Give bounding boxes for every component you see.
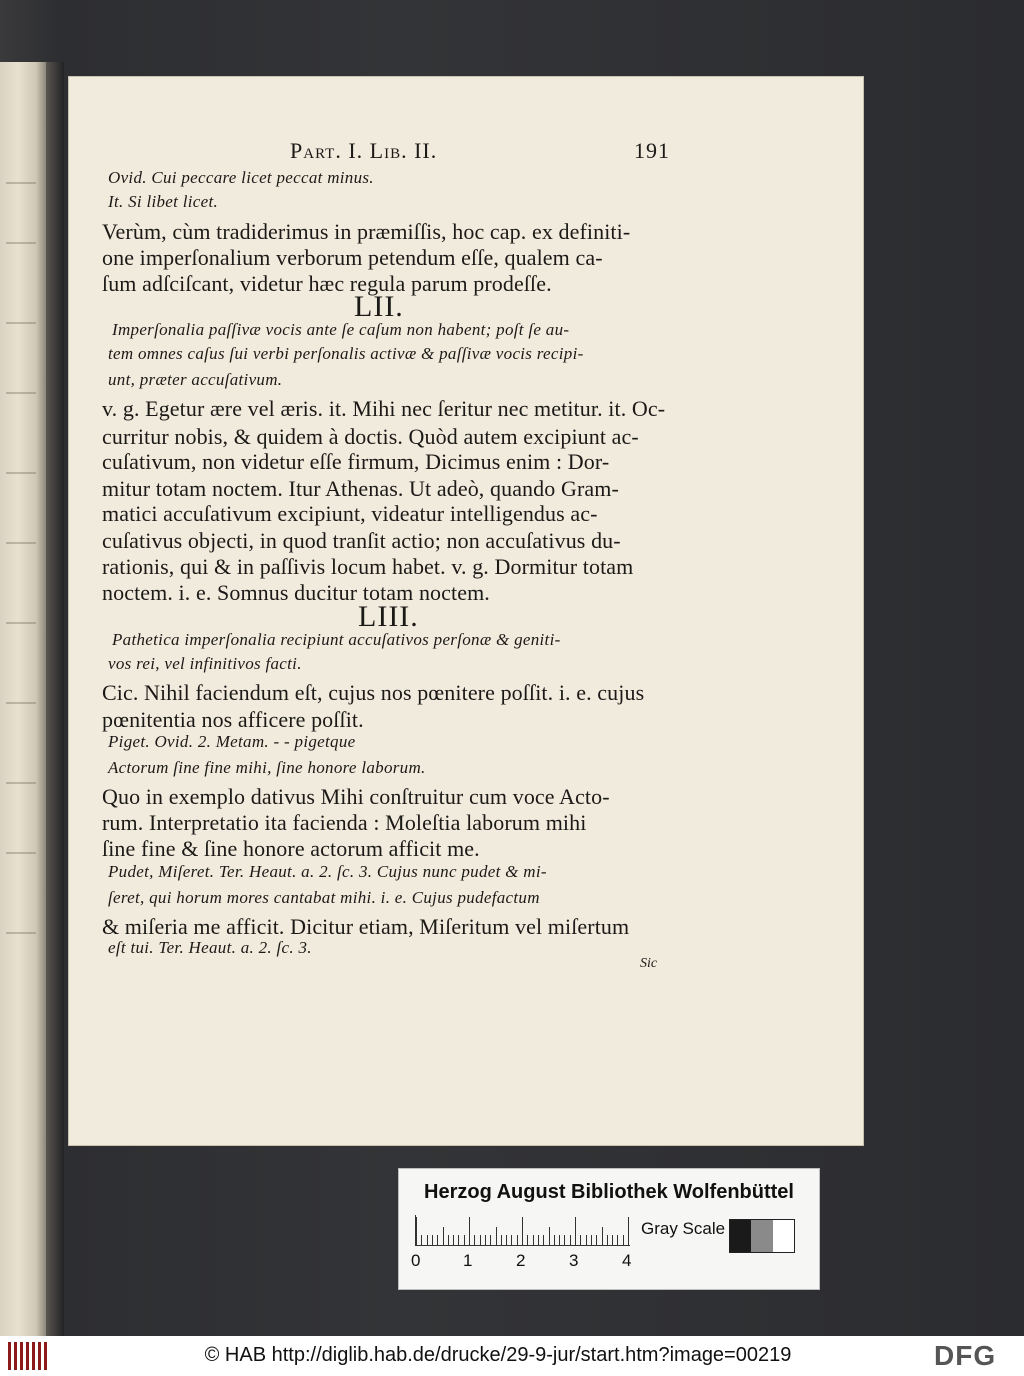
text-line: It. Si libet licet.	[108, 192, 219, 211]
ruler-tick	[586, 1235, 587, 1245]
text-line: Actorum ſine fine mihi, ſine honore laborum.	[108, 758, 426, 777]
ruler-tick	[501, 1235, 502, 1245]
page-number: 191	[634, 138, 670, 163]
text-line: ſeret, qui horum mores cantabat mihi. i. e. Cujus pudefactum	[108, 888, 540, 907]
text-line: Ovid. Cui peccare licet peccat minus.	[108, 168, 374, 187]
text-line: Verùm, cùm tradiderimus in præmiſſis, hoc cap. ex definiti-	[102, 219, 631, 244]
text-line: ſine fine & ſine honore actorum afficit me.	[102, 836, 480, 861]
text-line: matici accuſativum excipiunt, videatur intelligendus ac-	[102, 501, 598, 526]
text-line: v. g. Egetur ære vel æris. it. Mihi nec ſeritur nec metitur. it. Oc-	[102, 396, 666, 421]
text-line: cuſativus objecti, in quod tranſit actio; non accuſativus du-	[102, 528, 621, 553]
text-line: pœnitentia nos afficere poſſit.	[102, 707, 364, 732]
ruler-tick	[458, 1235, 459, 1245]
ruler-tick	[437, 1235, 438, 1245]
ruler-tick	[628, 1217, 629, 1245]
scale-ruler	[415, 1215, 630, 1246]
dfg-logo: DFG	[934, 1340, 997, 1371]
footer-bar	[0, 1336, 1024, 1376]
ruler-tick	[612, 1235, 613, 1245]
ruler-tick	[432, 1235, 433, 1245]
text-line: noctem. i. e. Somnus ducitur totam noctem.	[102, 580, 490, 605]
ruler-tick	[469, 1217, 470, 1245]
ruler-number: 2	[516, 1251, 526, 1270]
ruler-number: 3	[569, 1251, 579, 1270]
text-line: Imperſonalia paſſivæ vocis ante ſe caſum non habent; poſt ſe au-	[112, 320, 570, 339]
text-line: vos rei, vel infinitivos facti.	[108, 654, 302, 673]
ruler-tick	[575, 1217, 576, 1245]
text-line: mitur totam noctem. Itur Athenas. Ut adeò, quando Gram-	[102, 476, 619, 501]
ruler-tick	[453, 1235, 454, 1245]
facing-page-edge	[0, 62, 46, 1336]
text-line: Pathetica imperſonalia recipiunt accuſativos perſonæ & geniti-	[112, 630, 561, 649]
ruler-number: 4	[622, 1251, 632, 1270]
ruler-tick	[617, 1235, 618, 1245]
ruler-tick	[464, 1235, 465, 1245]
ruler-tick	[496, 1227, 497, 1245]
ruler-tick	[538, 1235, 539, 1245]
hab-logo-icon	[8, 1342, 48, 1370]
ruler-tick	[580, 1235, 581, 1245]
text-line: one imperſonalium verborum petendum eſſe, qualem ca-	[102, 245, 603, 270]
book-page	[68, 76, 864, 1146]
color-calibration-card	[398, 1168, 820, 1290]
ruler-tick	[443, 1227, 444, 1245]
text-line: cuſativum, non videtur eſſe firmum, Dicimus enim : Dor-	[102, 449, 610, 474]
ruler-tick	[421, 1235, 422, 1245]
ruler-tick	[543, 1235, 544, 1245]
running-header: Part. I. Lib. II.	[290, 138, 438, 163]
grayscale-label: Gray Scale	[641, 1219, 726, 1238]
section-number: LII.	[354, 290, 404, 323]
section-number: LIII.	[358, 600, 419, 633]
text-line: & miſeria me afficit. Dicitur etiam, Miſeritum vel miſertum	[102, 914, 630, 939]
ruler-tick	[623, 1235, 624, 1245]
text-line: rationis, qui & in paſſivis locum habet. v. g. Dormitur totam	[102, 554, 634, 579]
text-line: unt, præter accuſativum.	[108, 370, 283, 389]
ruler-tick	[427, 1235, 428, 1245]
ruler-tick	[517, 1235, 518, 1245]
text-line: tem omnes caſus ſui verbi perſonalis activæ & paſſivæ vocis recipi-	[108, 344, 584, 363]
grayscale-patch	[729, 1219, 795, 1253]
ruler-tick	[602, 1227, 603, 1245]
library-name: Herzog August Bibliothek Wolfenbüttel	[424, 1181, 794, 1203]
ruler-tick	[527, 1235, 528, 1245]
ruler-tick	[490, 1235, 491, 1245]
ruler-tick	[570, 1235, 571, 1245]
text-line: Cic. Nihil faciendum eſt, cujus nos pœnitere poſſit. i. e. cujus	[102, 680, 645, 705]
ruler-tick	[480, 1235, 481, 1245]
ruler-tick	[506, 1235, 507, 1245]
ruler-tick	[549, 1227, 550, 1245]
catchword: Sic	[640, 956, 658, 971]
text-line: Piget. Ovid. 2. Metam. - - pigetque	[108, 732, 356, 751]
book-gutter	[46, 62, 64, 1336]
ruler-tick	[554, 1235, 555, 1245]
ruler-tick	[559, 1235, 560, 1245]
text-line: eſt tui. Ter. Heaut. a. 2. ſc. 3.	[108, 938, 312, 957]
ruler-tick	[474, 1235, 475, 1245]
ruler-tick	[564, 1235, 565, 1245]
text-line: ſum adſciſcant, videtur hæc regula parum prodeſſe.	[102, 271, 552, 296]
ruler-number: 1	[463, 1251, 473, 1270]
text-line: Quo in exemplo dativus Mihi conſtruitur cum voce Acto-	[102, 784, 610, 809]
ruler-tick	[591, 1235, 592, 1245]
copyright-link[interactable]: © HAB http://diglib.hab.de/drucke/29-9-jur/start.htm?image=00219	[204, 1344, 792, 1366]
text-line: curritur nobis, & quidem à doctis. Quòd autem excipiunt ac-	[102, 424, 639, 449]
ruler-tick	[607, 1235, 608, 1245]
ruler-tick	[522, 1217, 523, 1245]
text-line: rum. Interpretatio ita facienda : Moleſtia laborum mihi	[102, 810, 587, 835]
ruler-tick	[596, 1235, 597, 1245]
ruler-number: 0	[411, 1251, 421, 1270]
ruler-tick	[485, 1235, 486, 1245]
text-line: Pudet, Miſeret. Ter. Heaut. a. 2. ſc. 3. Cujus nunc pudet & mi-	[108, 862, 547, 881]
ruler-numbers	[409, 1251, 649, 1275]
ruler-tick	[448, 1235, 449, 1245]
ruler-tick	[511, 1235, 512, 1245]
ruler-tick	[416, 1217, 417, 1245]
ruler-tick	[533, 1235, 534, 1245]
